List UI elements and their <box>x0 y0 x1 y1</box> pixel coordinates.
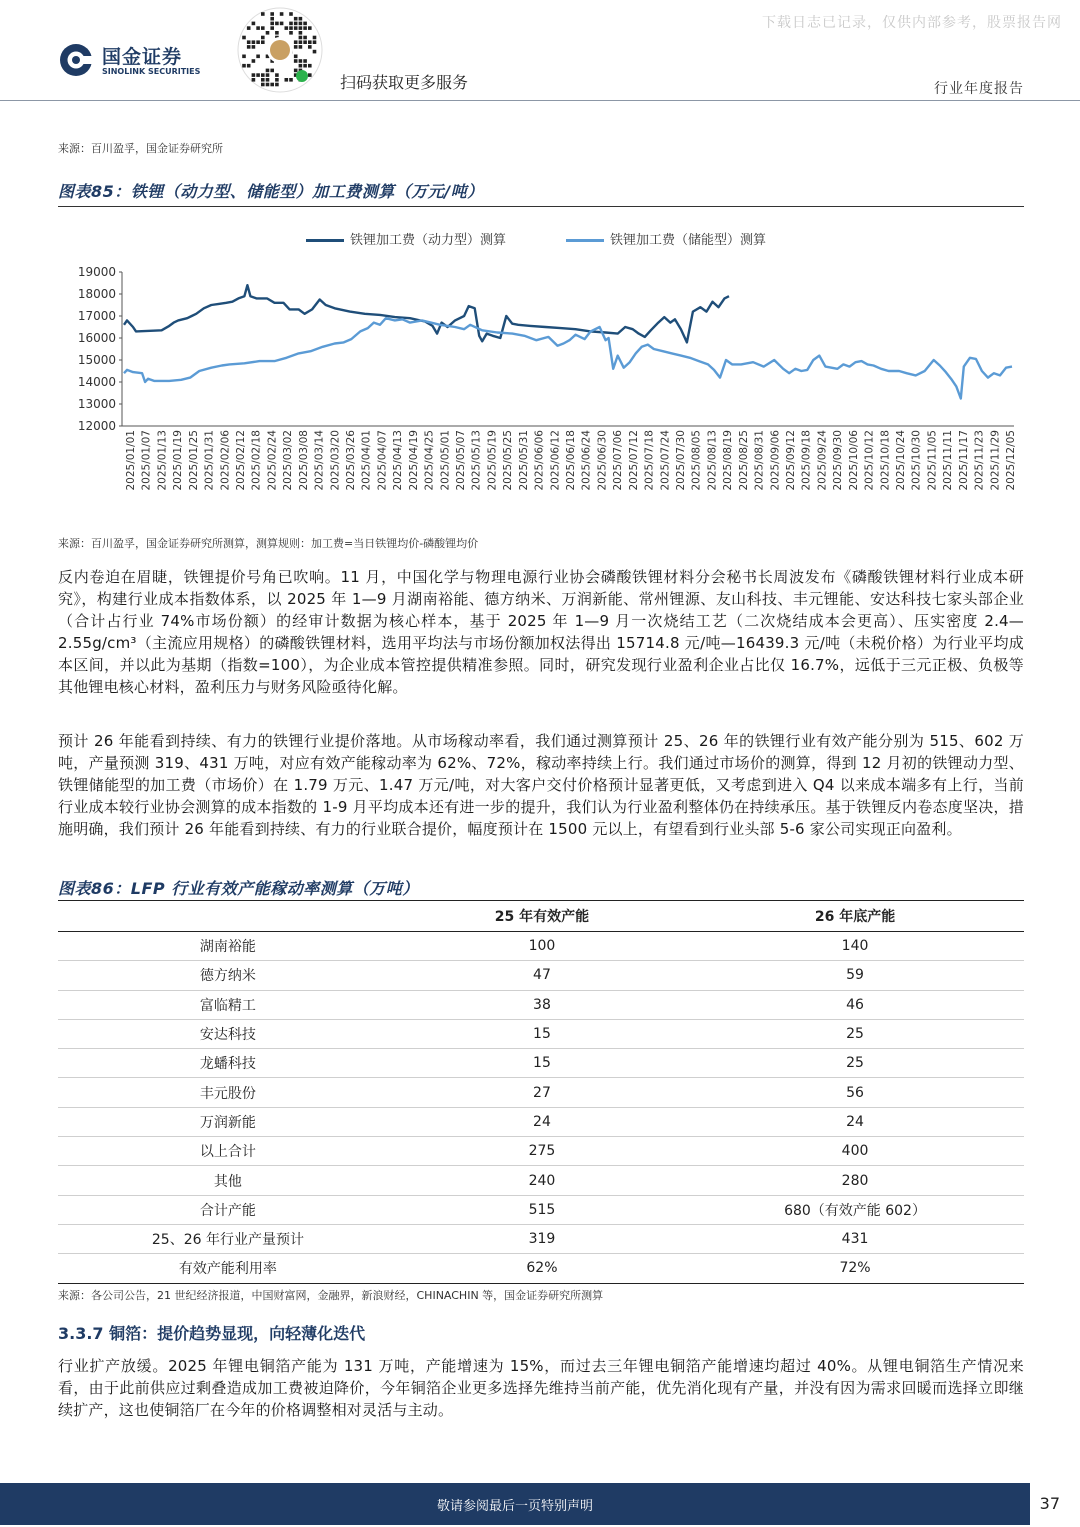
x-tick-label: 2025/08/25 <box>737 430 750 491</box>
sinolink-logo-icon <box>58 42 94 78</box>
x-tick-label: 2025/11/23 <box>973 430 986 491</box>
table-cell-25-capacity: 240 <box>398 1166 686 1195</box>
x-tick-label: 2025/08/31 <box>753 430 766 491</box>
footer-disclaimer[interactable]: 敬请参阅最后一页特别声明 <box>436 1499 593 1514</box>
logo-chinese-name: 国金证券 <box>102 46 183 68</box>
report-type-label: 行业年度报告 <box>934 81 1024 97</box>
qr-module <box>252 45 256 49</box>
qr-module <box>261 83 265 87</box>
paragraph-anti-involution: 反内卷迫在眉睫，铁锂提价号角已吹响。11 月，中国化学与物理电源行业协会磷酸铁锂材料分会秘书长周波发布《磷酸铁锂材料行业成本研究》，构建行业成本指数体系，以 2025 年 1—9 月湖南裕能、德方纳米、万润新能、常州锂源、友山科技、丰元锂能、安达科技七家头部企业（合计占行业 74%市场份额）的经审计数据为核心样本，基于 2025 年 1—9 月一次烧结工艺（二次烧结成本会更高）、压实密度 2.4—2.55g/cm³（主流应用规格）的磷酸铁锂材料，选用平均法与市场份额加权法得出 15714.8 元/吨—16439.3 元/吨（未税价格）为行业平均成本区间，并以此为基期（指数=100），为企业成本管控提供精准参照。同时，研究发现行业盈利企业占比仅 16.7%，远低于三元正极、负极等其他锂电核心材料，盈利压力与财务风险亟待化解。 <box>58 568 1024 696</box>
table-cell-company: 龙蟠科技 <box>58 1049 398 1078</box>
qr-module <box>247 26 251 30</box>
qr-module <box>270 12 274 16</box>
section-heading-copper-foil: 3.3.7 铜箔：提价趋势显现，向轻薄化迭代 <box>58 1324 366 1343</box>
x-tick-label: 2025/08/05 <box>690 430 703 491</box>
x-tick-label: 2025/11/17 <box>957 430 970 491</box>
x-tick-label: 2025/10/12 <box>863 430 876 491</box>
x-tick-label: 2025/12/05 <box>1005 430 1017 491</box>
table-cell-25-capacity: 275 <box>398 1137 686 1166</box>
table-cell-26-capacity: 140 <box>686 932 1024 961</box>
qr-module <box>308 64 312 68</box>
qr-module <box>280 12 284 16</box>
qr-module <box>261 12 265 16</box>
qr-module <box>275 22 279 26</box>
qr-module <box>299 31 303 35</box>
y-tick-label: 18000 <box>77 287 116 301</box>
table-header-25-capacity: 25 年有效产能 <box>398 901 686 932</box>
qr-module <box>289 12 293 16</box>
qr-module <box>308 26 312 30</box>
x-tick-label: 2025/03/14 <box>313 430 326 491</box>
qr-module <box>256 26 260 30</box>
x-tick-label: 2025/02/06 <box>219 430 232 491</box>
x-tick-label: 2025/09/18 <box>800 430 813 491</box>
x-tick-label: 2025/08/19 <box>722 430 735 491</box>
x-tick-label: 2025/05/31 <box>517 430 530 491</box>
x-tick-label: 2025/05/19 <box>486 430 499 491</box>
x-tick-label: 2025/06/06 <box>533 429 546 491</box>
qr-module <box>303 22 307 26</box>
table-cell-company: 德方纳米 <box>58 961 398 990</box>
qr-module <box>252 78 256 82</box>
table-cell-company: 富临精工 <box>58 990 398 1019</box>
legend-swatch-light <box>566 239 604 242</box>
figure-86-title: 图表86：LFP 行业有效产能稼动率测算（万吨） <box>58 879 419 898</box>
x-tick-label: 2025/02/18 <box>250 430 263 491</box>
x-tick-label: 2025/01/25 <box>187 430 200 491</box>
qr-module <box>266 83 270 87</box>
qr-caption: 扫码获取更多服务 <box>340 73 469 92</box>
x-tick-label: 2025/09/24 <box>816 430 829 491</box>
qr-module <box>256 40 260 44</box>
series-line-power-type <box>124 285 729 342</box>
qr-module <box>294 45 298 49</box>
figure-86-source: 来源：各公司公告，21 世纪经济报道，中国财富网，金融界，新浪财经，CHINACHIN 等，国金证券研究所测算 <box>58 1289 604 1302</box>
table-row <box>58 990 1024 1019</box>
table-row <box>58 1166 1024 1195</box>
table-cell-company: 万润新能 <box>58 1107 398 1136</box>
x-tick-label: 2025/06/30 <box>596 430 609 491</box>
company-logo <box>58 40 228 84</box>
x-tick-label: 2025/05/25 <box>502 429 515 491</box>
y-tick-label: 12000 <box>77 419 116 433</box>
x-tick-label: 2025/01/13 <box>156 430 169 491</box>
qr-module <box>247 45 251 49</box>
x-tick-label: 2025/10/06 <box>847 430 860 491</box>
qr-module <box>303 59 307 63</box>
x-tick-label: 2025/04/07 <box>376 430 389 491</box>
x-tick-label: 2025/10/18 <box>879 430 892 491</box>
x-tick-label: 2025/01/01 <box>125 430 137 491</box>
paragraph-copper-foil: 行业扩产放缓。2025 年锂电铜箔产能为 131 万吨，产能增速为 15%，而过去三年锂电铜箔产能增速均超过 40%。从锂电铜箔生产情况来看，由于此前供应过剩叠造成加工费被迫降价，今年铜箔企业更多选择先维持当前产能，优先消化现有产量，并没有因为需求回暖而选择立即继续扩产，这也使铜箔厂在今年的价格调整相对灵活与主动。 <box>58 1357 1024 1419</box>
qr-module <box>313 40 317 44</box>
legend-swatch-dark <box>306 239 344 242</box>
x-tick-label: 2025/02/24 <box>266 430 279 491</box>
qr-module <box>252 59 256 63</box>
qr-module <box>289 78 293 82</box>
x-tick-label: 2025/09/30 <box>832 430 845 491</box>
logo-english-name: SINOLINK SECURITIES <box>102 67 201 76</box>
table-cell-company: 25、26 年行业产量预计 <box>58 1224 398 1253</box>
table-header-26-capacity: 26 年底产能 <box>686 901 1024 932</box>
x-tick-label: 2025/05/13 <box>470 430 483 491</box>
qr-module <box>299 26 303 30</box>
x-tick-label: 2025/10/30 <box>910 430 923 491</box>
x-tick-label: 2025/07/12 <box>627 430 640 491</box>
header-divider <box>0 100 1080 101</box>
qr-module <box>294 59 298 63</box>
x-tick-label: 2025/07/18 <box>643 430 656 491</box>
qr-module <box>299 45 303 49</box>
qr-module <box>313 36 317 40</box>
table-row <box>58 1019 1024 1048</box>
x-tick-label: 2025/07/30 <box>675 430 687 491</box>
qr-module <box>261 73 265 77</box>
qr-module <box>294 55 298 59</box>
qr-module <box>270 22 274 26</box>
x-tick-label: 2025/08/13 <box>706 430 719 491</box>
qr-module <box>289 22 293 26</box>
qr-module <box>285 78 289 82</box>
table-cell-company: 湖南裕能 <box>58 932 398 961</box>
qr-module <box>294 17 298 21</box>
table-row <box>58 1107 1024 1136</box>
qr-module <box>299 40 303 44</box>
qr-module <box>270 83 274 87</box>
x-tick-label: 2025/06/12 <box>549 430 562 491</box>
x-tick-label: 2025/04/19 <box>407 430 420 491</box>
qr-module <box>294 26 298 30</box>
qr-module <box>247 64 251 68</box>
table-row <box>58 961 1024 990</box>
qr-module <box>266 73 270 77</box>
x-tick-label: 2025/11/05 <box>926 430 939 491</box>
y-tick-label: 19000 <box>77 265 116 279</box>
table-cell-25-capacity: 38 <box>398 990 686 1019</box>
qr-module <box>247 40 251 44</box>
qr-module <box>261 40 265 44</box>
qr-module <box>280 22 284 26</box>
y-tick-label: 16000 <box>77 331 116 345</box>
qr-module <box>308 73 312 77</box>
x-tick-label: 2025/06/18 <box>565 430 577 491</box>
table-row <box>58 1254 1024 1283</box>
qr-module <box>289 31 293 35</box>
qr-module <box>299 17 303 21</box>
table-cell-company: 其他 <box>58 1166 398 1195</box>
table-cell-26-capacity: 59 <box>686 961 1024 990</box>
x-tick-label: 2025/05/01 <box>439 430 452 491</box>
capacity-table <box>58 900 1024 1284</box>
table-cell-25-capacity: 47 <box>398 961 686 990</box>
table-row <box>58 1137 1024 1166</box>
table-cell-25-capacity: 319 <box>398 1224 686 1253</box>
x-tick-label: 2025/04/01 <box>360 430 373 491</box>
table-cell-26-capacity: 24 <box>686 1107 1024 1136</box>
qr-module <box>289 26 293 30</box>
qr-module <box>275 31 279 35</box>
qr-module <box>270 69 274 73</box>
x-tick-label: 2025/01/31 <box>203 430 216 491</box>
qr-module <box>299 64 303 68</box>
qr-module <box>303 40 307 44</box>
x-tick-label: 2025/03/08 <box>297 430 310 491</box>
figure-85-top-rule <box>58 206 1024 207</box>
x-tick-label: 2025/11/29 <box>989 430 1002 491</box>
table-cell-company: 合计产能 <box>58 1195 398 1224</box>
qr-module <box>299 22 303 26</box>
x-tick-label: 2025/07/24 <box>659 430 672 491</box>
table-row <box>58 1049 1024 1078</box>
table-cell-26-capacity: 56 <box>686 1078 1024 1107</box>
figure-85-source: 来源：百川盈孚，国金证券研究所测算，测算规则：加工费=当日铁锂均价-磷酸锂均价 <box>58 537 479 550</box>
watermark-text: 下载日志已记录，仅供内部参考，股票报告网 <box>762 15 1062 31</box>
table-header-company <box>58 901 398 932</box>
qr-module <box>294 40 298 44</box>
qr-module <box>266 78 270 82</box>
x-tick-label: 2025/05/07 <box>455 430 467 491</box>
qr-module <box>275 78 279 82</box>
qr-module <box>256 73 260 77</box>
qr-module <box>242 64 246 68</box>
qr-module <box>299 59 303 63</box>
qr-module <box>275 83 279 87</box>
qr-module <box>252 22 256 26</box>
qr-module <box>252 73 256 77</box>
qr-code[interactable] <box>236 6 324 94</box>
qr-module <box>275 73 279 77</box>
table-cell-26-capacity: 25 <box>686 1019 1024 1048</box>
table-cell-26-capacity: 431 <box>686 1224 1024 1253</box>
qr-module <box>303 64 307 68</box>
x-tick-label: 2025/09/06 <box>769 430 782 491</box>
table-cell-25-capacity: 62% <box>398 1254 686 1283</box>
qr-module <box>285 26 289 30</box>
y-tick-label: 15000 <box>77 353 116 367</box>
qr-module <box>308 40 312 44</box>
table-cell-26-capacity: 400 <box>686 1137 1024 1166</box>
legend-label-light: 铁锂加工费（储能型）测算 <box>610 233 767 248</box>
y-tick-label: 13000 <box>77 397 116 411</box>
qr-module <box>261 36 265 40</box>
table-row <box>58 932 1024 961</box>
x-tick-label: 2025/06/24 <box>580 430 593 491</box>
table-cell-26-capacity: 280 <box>686 1166 1024 1195</box>
x-tick-label: 2025/11/11 <box>942 430 955 491</box>
x-tick-label: 2025/03/26 <box>345 430 357 491</box>
table-cell-company: 安达科技 <box>58 1019 398 1048</box>
legend-light-series <box>566 229 766 248</box>
x-tick-label: 2025/04/13 <box>392 430 405 491</box>
legend-label-dark: 铁锂加工费（动力型）测算 <box>350 233 507 248</box>
table-row <box>58 1224 1024 1253</box>
qr-module <box>270 26 274 30</box>
table-cell-25-capacity: 515 <box>398 1195 686 1224</box>
qr-module <box>303 36 307 40</box>
table-row <box>58 1195 1024 1224</box>
table-cell-26-capacity: 25 <box>686 1049 1024 1078</box>
x-tick-label: 2025/02/12 <box>235 430 247 491</box>
qr-module <box>303 26 307 30</box>
qr-module <box>294 22 298 26</box>
qr-module <box>313 50 317 54</box>
qr-module <box>266 69 270 73</box>
y-tick-label: 17000 <box>77 309 116 323</box>
table-header-row <box>58 901 1024 932</box>
x-tick-label: 2025/01/07 <box>140 430 153 491</box>
x-tick-label: 2025/09/12 <box>785 430 797 491</box>
x-tick-label: 2025/03/02 <box>282 430 295 491</box>
qr-module <box>266 31 270 35</box>
qr-module <box>242 36 246 40</box>
qr-module <box>270 17 274 21</box>
qr-module <box>308 45 312 49</box>
qr-module <box>299 36 303 40</box>
table-cell-25-capacity: 100 <box>398 932 686 961</box>
table-cell-26-capacity: 680（有效产能 602） <box>686 1195 1024 1224</box>
series-line-storage-type <box>124 318 1012 398</box>
page-number: 37 <box>1039 1494 1060 1513</box>
table-cell-company: 以上合计 <box>58 1137 398 1166</box>
table-cell-company: 丰元股份 <box>58 1078 398 1107</box>
qr-module <box>252 40 256 44</box>
table-cell-26-capacity: 72% <box>686 1254 1024 1283</box>
qr-module <box>256 55 260 59</box>
qr-module <box>294 69 298 73</box>
qr-module <box>261 26 265 30</box>
legend-dark-series <box>306 229 506 248</box>
table-cell-25-capacity: 27 <box>398 1078 686 1107</box>
qr-module <box>242 55 246 59</box>
y-tick-label: 14000 <box>77 375 116 389</box>
processing-fee-line-chart <box>58 258 1024 530</box>
x-tick-label: 2025/10/24 <box>895 430 907 491</box>
x-tick-label: 2025/03/20 <box>329 430 342 491</box>
table-cell-25-capacity: 15 <box>398 1019 686 1048</box>
x-tick-label: 2025/01/19 <box>172 430 185 491</box>
table-cell-company: 有效产能利用率 <box>58 1254 398 1283</box>
table-row <box>58 1078 1024 1107</box>
previous-figure-source: 来源：百川盈孚，国金证券研究所 <box>58 142 223 155</box>
figure-85-title: 图表85：铁锂（动力型、储能型）加工费测算（万元/吨） <box>58 182 484 201</box>
x-tick-label: 2025/07/06 <box>612 430 625 491</box>
table-cell-25-capacity: 15 <box>398 1049 686 1078</box>
table-cell-25-capacity: 24 <box>398 1107 686 1136</box>
paragraph-price-increase: 预计 26 年能看到持续、有力的铁锂行业提价落地。从市场稼动率看，我们通过测算预计 25、26 年的铁锂行业有效产能分别为 515、602 万吨，产量预测 319、431 万吨，对应有效产能稼动率为 62%、72%，稼动率持续上行。我们通过市场价的测算，得到 12 月初的铁锂动力型、铁锂储能型的加工费（市场价）在 1.79 万元、1.47 万元/吨，对大客户交付价格预计显著更低，又考虑到进入 Q4 以来成本端多有上行，当前行业成本较行业协会测算的成本指数的 1-9 月平均成本还有进一步的提升，我们认为行业盈利整体仍在持续承压。基于铁锂反内卷态度坚决，措施明确，我们预计 26 年能看到持续、有力的行业联合提价，幅度预计在 1500 元以上，有望看到行业头部 5-6 家公司实现正向盈利。 <box>58 732 1024 838</box>
table-cell-26-capacity: 46 <box>686 990 1024 1019</box>
x-tick-label: 2025/04/25 <box>423 430 436 491</box>
qr-module <box>261 78 265 82</box>
